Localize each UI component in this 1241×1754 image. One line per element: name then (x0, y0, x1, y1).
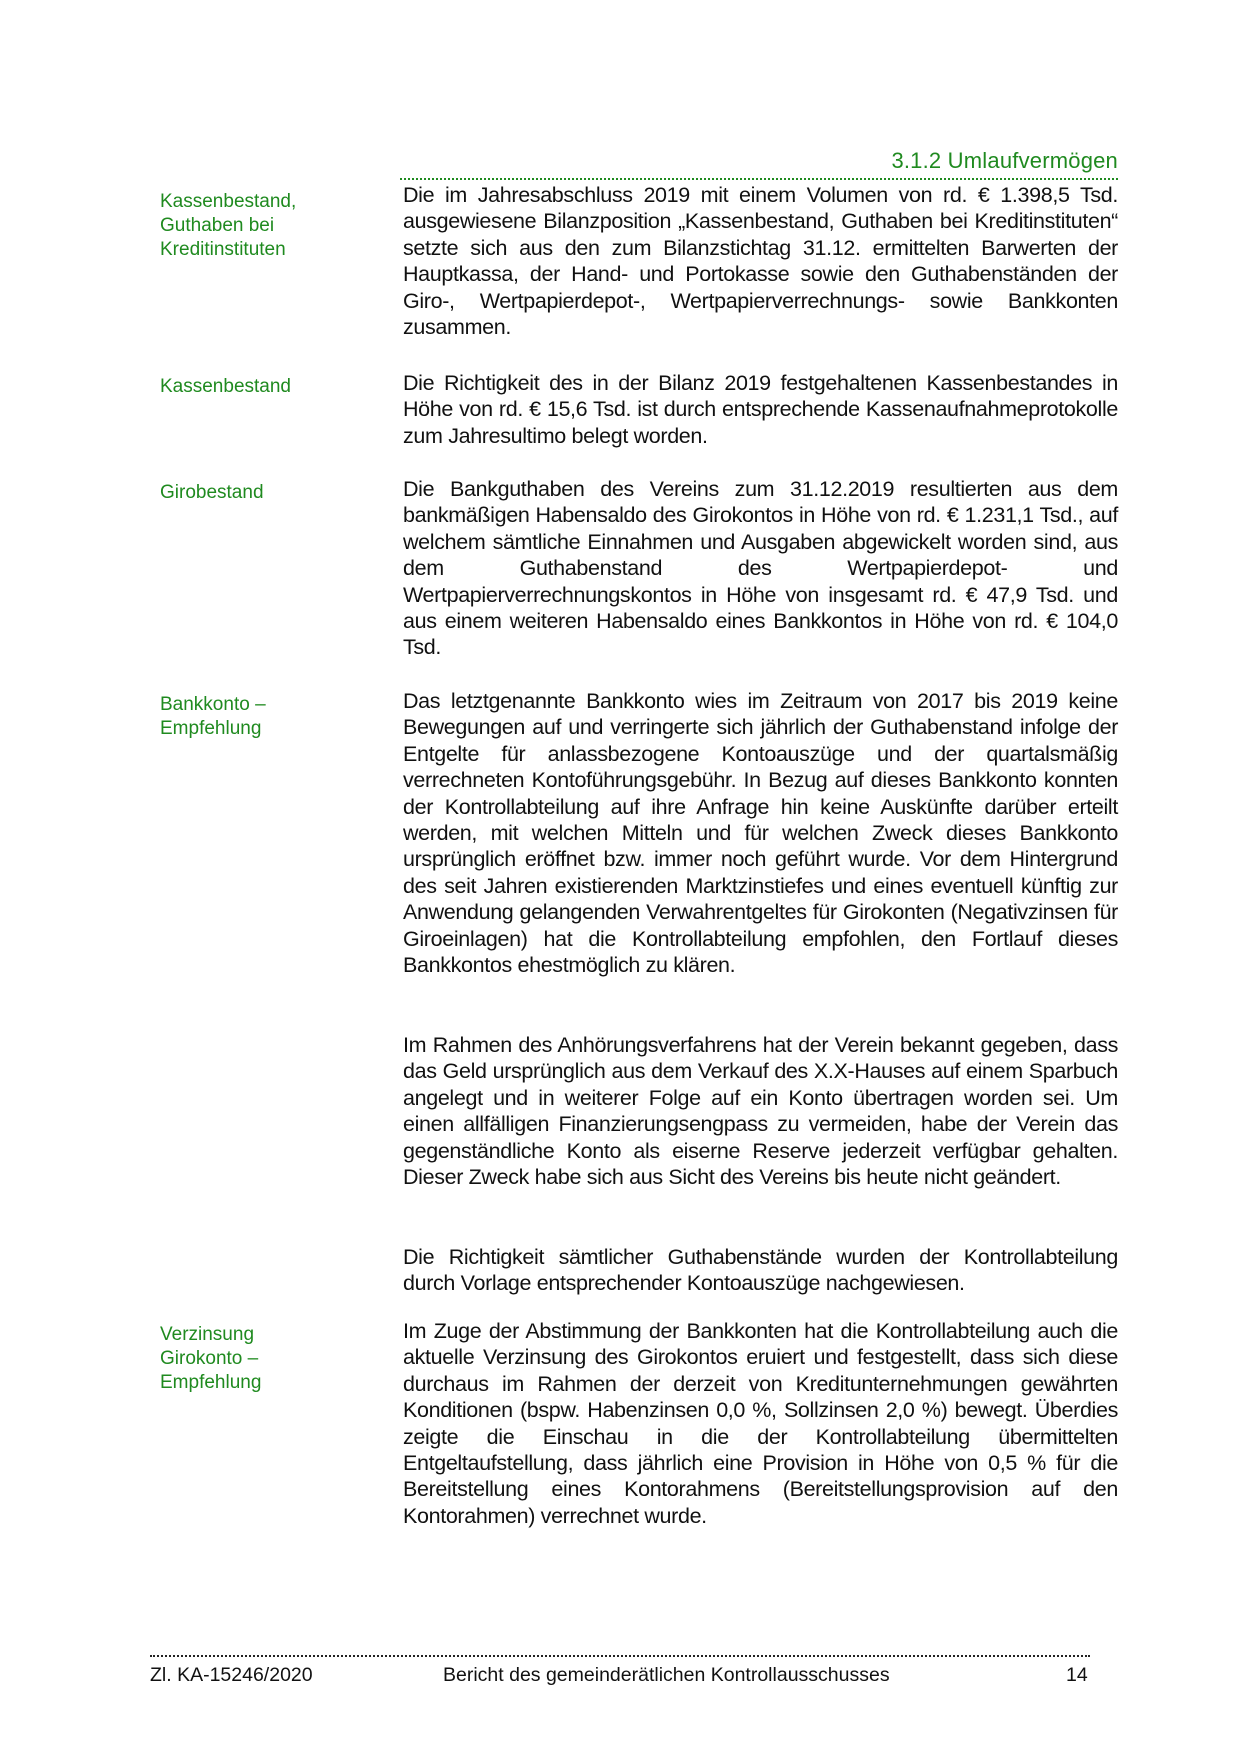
side-label-kassenbestand (160, 375, 380, 399)
paragraph-bankkonto-empfehlung: Das letztgenannte Bankkonto wies im Zeitraum von 2017 bis 2019 keine Bewegungen auf und verringerte sich jährlich der Guthabenstand infolge der Entgelte für anlassbezogene Kontoauszüge und der quartalsmäßig verrechneten Kontoführungsgebühr. In Bezug auf dieses Bankkonto konnten der Kontrollabteilung auf ihre Anfrage hin keine Auskünfte darüber erteilt werden, mit welchen Mitteln und für welchen Zweck dieses Bankkonto ursprünglich eröffnet bzw. immer noch geführt wurde. Vor dem Hintergrund des seit Jahren existierenden Marktzinstiefes und eines eventuell künftig zur Anwendung gelangenden Verwahrentgeltes für Girokonten (Negativzinsen für Giroeinlagen) hat die Kontrollabteilung empfohlen, den Fortlauf dieses Bankkontos ehestmöglich zu klären. (403, 689, 1118, 978)
side-label-verzinsung-girokonto (160, 1323, 380, 1395)
header-dotted-rule (400, 178, 1118, 180)
side-label-line: Empfehlung (160, 718, 262, 739)
side-label-line: Verzinsung (160, 1324, 255, 1345)
side-label-girobestand (160, 481, 380, 505)
footer-reference: Zl. KA-15246/2020 (150, 1664, 313, 1686)
paragraph-guthabenstaende-nachweis: Die Richtigkeit sämtlicher Guthabenstände wurden der Kontrollabteilung durch Vorlage entsprechender Kontoauszüge nachgewiesen. (403, 1245, 1118, 1296)
side-label-line: Kassenbestand, (160, 191, 297, 212)
side-label-bankkonto-empfehlung (160, 693, 380, 741)
paragraph-verzinsung-girokonto: Im Zuge der Abstimmung der Bankkonten hat die Kontrollabteilung auch die aktuelle Verzinsung des Girokontos eruiert und festgestellt, dass sich diese durchaus im Rahmen der derzeit von Kreditunternehmungen gewährten Konditionen (bspw. Habenzinsen 0,0 %, Sollzinsen 2,0 %) bewegt. Überdies zeigte die Einschau in die der Kontrollabteilung übermittelten Entgeltaufstellung, dass jährlich eine Provision in Höhe von 0,5 % für die Bereitstellung eines Kontorahmens (Bereitstellungsprovision auf den Kontorahmen) verrechnet wurde. (403, 1319, 1118, 1528)
side-label-line: Empfehlung (160, 1372, 262, 1393)
footer-title: Bericht des gemeinderätlichen Kontrollausschusses (443, 1664, 890, 1686)
side-label-line: Kassenbestand (160, 376, 291, 397)
section-title: 3.1.2 Umlaufvermögen (891, 148, 1118, 173)
side-label-line: Girokonto – (160, 1348, 259, 1369)
side-label-line: Girobestand (160, 482, 264, 503)
page-number: 14 (1066, 1664, 1088, 1686)
footer-dotted-rule (150, 1655, 1090, 1657)
side-label-line: Kreditinstituten (160, 239, 286, 260)
side-label-line: Bankkonto – (160, 694, 266, 715)
paragraph-girobestand: Die Bankguthaben des Vereins zum 31.12.2019 resultierten aus dem bankmäßigen Habensaldo des Girokontos in Höhe von rd. € 1.231,1 Tsd., auf welchem sämtliche Einnahmen und Ausgaben abgewickelt worden sind, aus dem Guthabenstand des Wertpapierdepot- und Wertpapierverrechnungskontos in Höhe von insgesamt rd. € 47,9 Tsd. und aus einem weiteren Habensaldo eines Bankkontos in Höhe von rd. € 104,0 Tsd. (403, 477, 1118, 660)
side-label-line: Guthaben bei (160, 215, 275, 236)
paragraph-anhoerungsverfahren: Im Rahmen des Anhörungsverfahrens hat der Verein bekannt gegeben, dass das Geld ursprünglich aus dem Verkauf des X.X-Hauses auf einem Sparbuch angelegt und in weiterer Folge auf ein Konto übertragen worden sei. Um einen allfälligen Finanzierungsengpass zu vermeiden, habe der Verein das gegenständliche Konto als eiserne Reserve jederzeit verfügbar gehalten. Dieser Zweck habe sich aus Sicht des Vereins bis heute nicht geändert. (403, 1033, 1118, 1190)
paragraph-kassenbestand: Die Richtigkeit des in der Bilanz 2019 festgehaltenen Kassenbestandes in Höhe von rd. € 15,6 Tsd. ist durch entsprechende Kassenaufnahmeprotokolle zum Jahresultimo belegt worden. (403, 371, 1118, 448)
side-label-kassenbestand-guthaben (160, 190, 380, 262)
paragraph-kassenbestand-guthaben: Die im Jahresabschluss 2019 mit einem Volumen von rd. € 1.398,5 Tsd. ausgewiesene Bilanzposition „Kassenbestand, Guthaben bei Kreditinstituten“ setzte sich aus den zum Bilanzstichtag 31.12. ermittelten Barwerten der Hauptkassa, der Hand- und Portokasse sowie den Guthabenständen der Giro-, Wertpapierdepot-, Wertpapierverrechnungs- sowie Bankkonten zusammen. (403, 183, 1118, 340)
